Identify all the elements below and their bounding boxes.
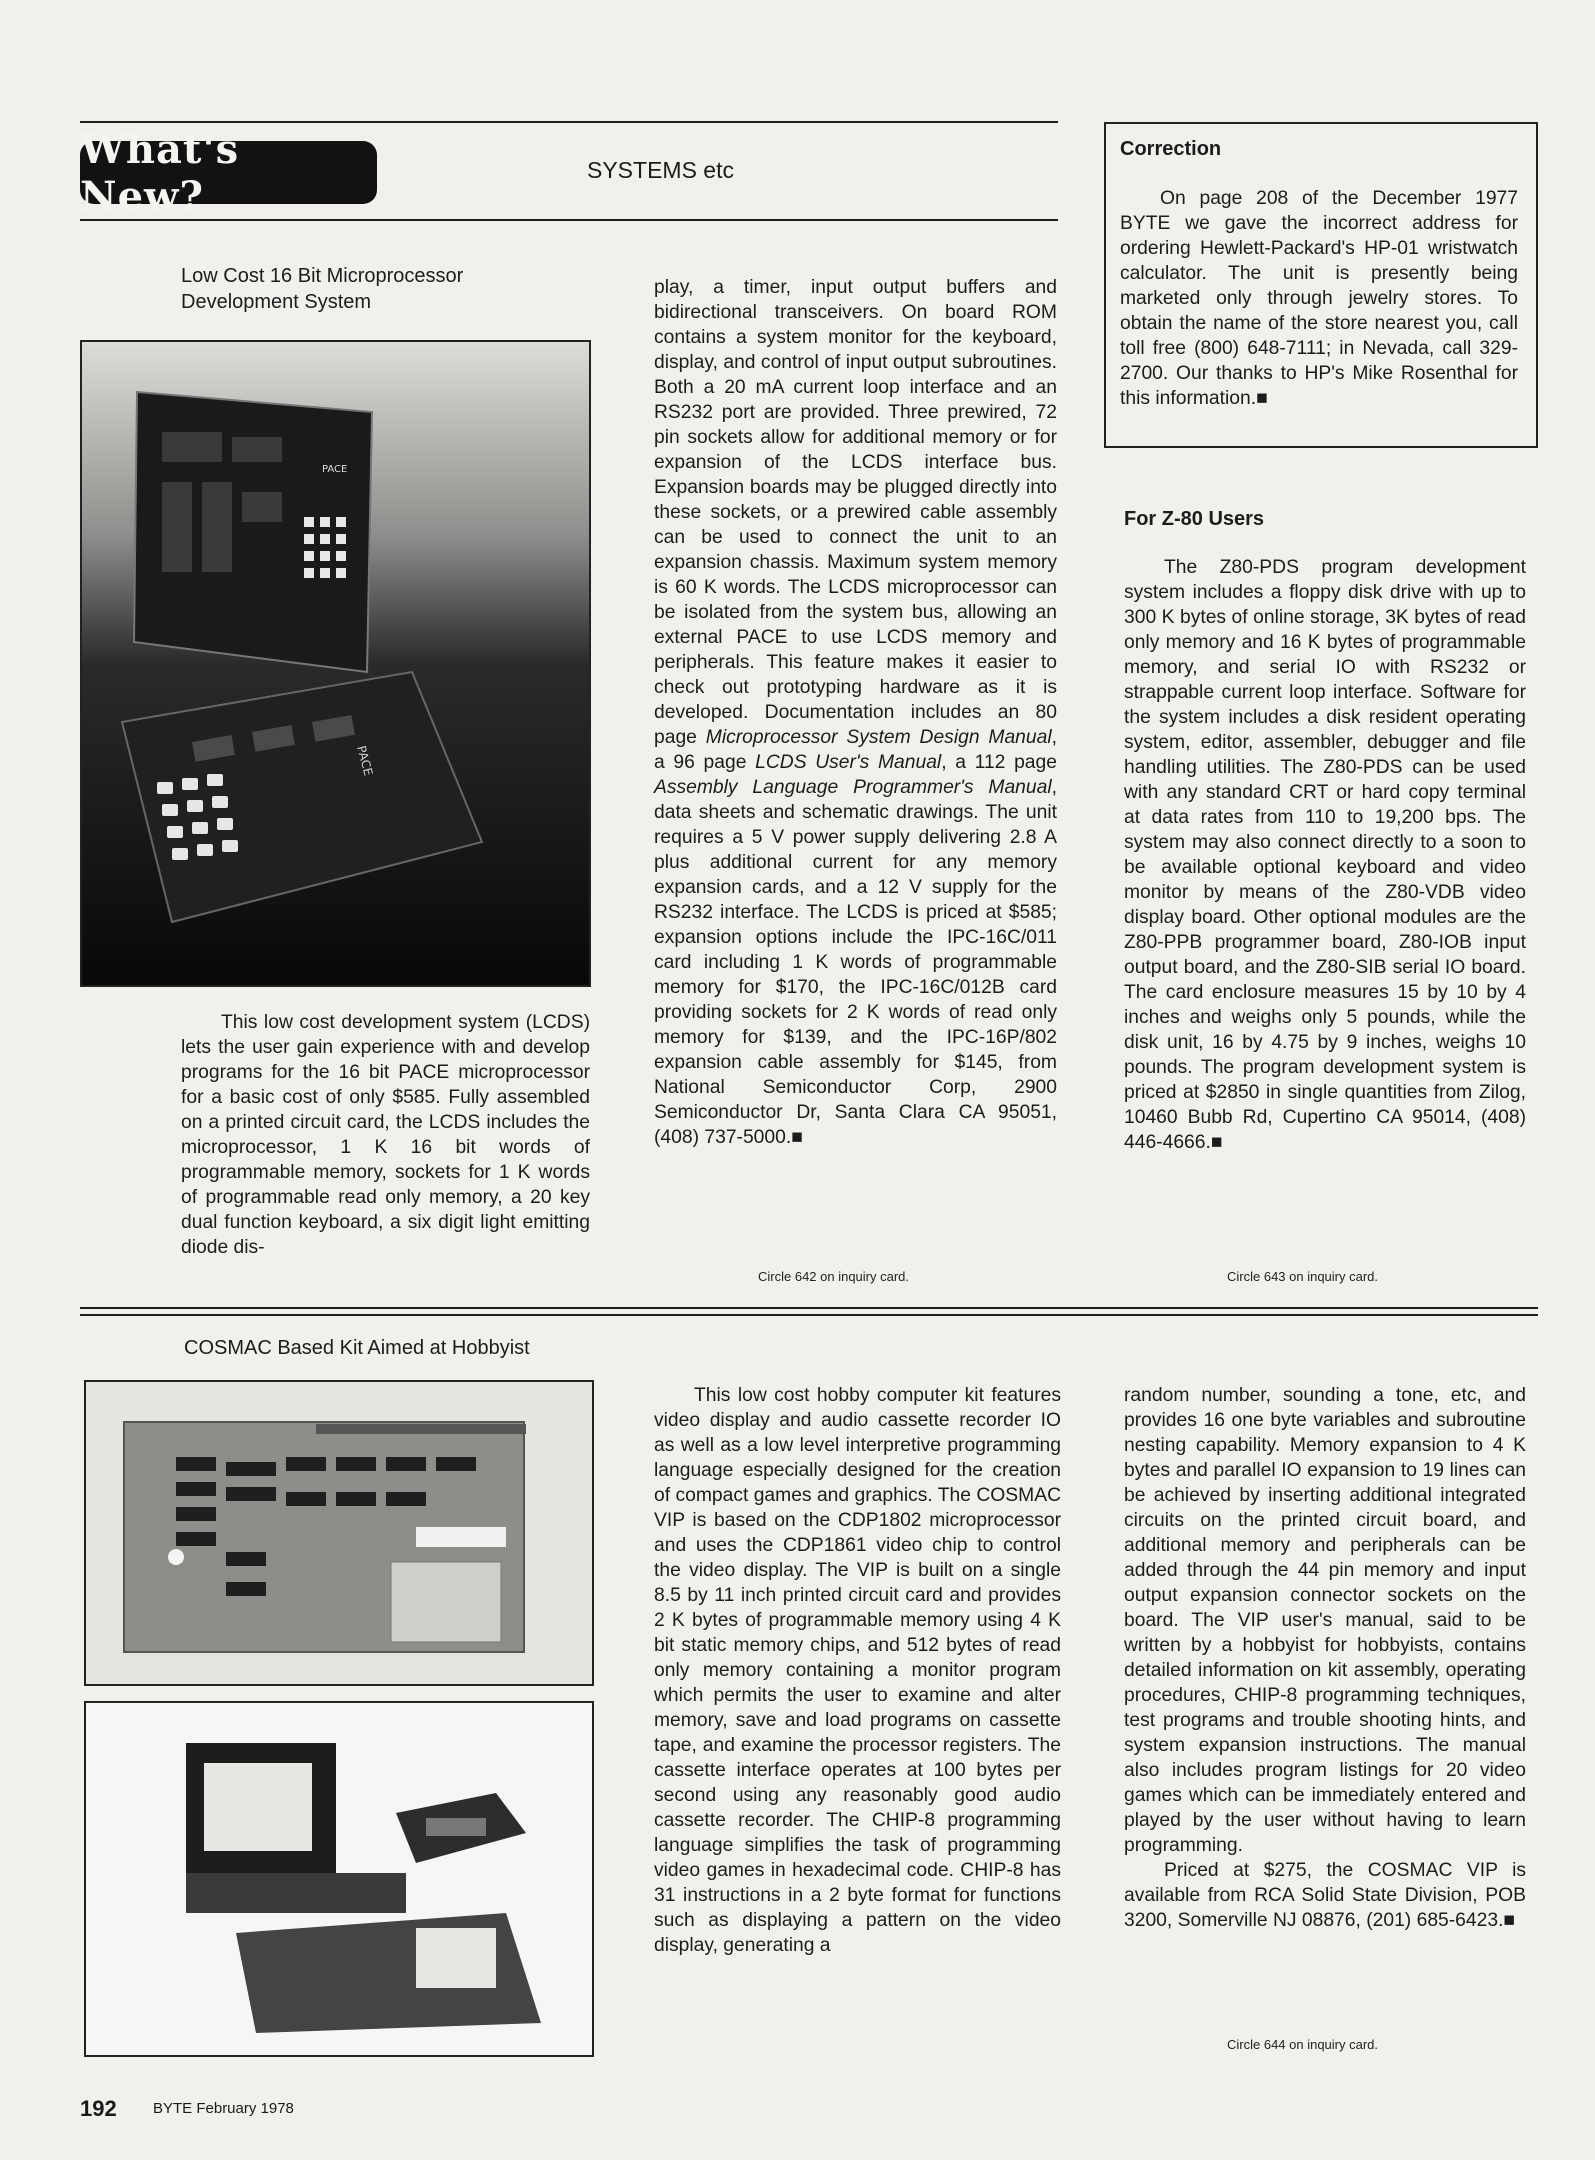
cosmac-system-photo — [84, 1701, 594, 2057]
correction-text-block — [1120, 186, 1518, 411]
issue-label: BYTE February 1978 — [153, 2100, 294, 2117]
header-top-rule — [80, 121, 1058, 123]
page-number: 192 — [80, 2096, 117, 2121]
logo-text: What's New? — [80, 125, 240, 220]
photo-pace-label-2: PACE — [354, 744, 376, 778]
z80-inquiry-note: Circle 643 on inquiry card. — [1227, 1269, 1379, 1284]
cosmac-column-3 — [1124, 1383, 1526, 1933]
mid-rule-top — [80, 1307, 1538, 1309]
lcds-col2-part-c: , a 112 page — [941, 752, 1057, 773]
cosmac-board-photo — [84, 1380, 594, 1686]
lcds-col2-part-d: , data sheets and schematic drawings. The unit requires a 5 V power supply delivering 2.8 A plus additional current for any memory expansion cards, and a 12 V supply for the RS232 interface. The LCDS is priced at $585; expansion options include the IPC-16C/011 card including 1 K words of programmable memory for $170, the IPC-16C/012B card providing sockets for 2 K words of read only memory for $139, and the IPC-16P/802 expansion cable assembly for $145, from National Semiconductor Corp, 2900 Semiconductor Dr, Santa Clara CA 95051, (408) 737-5000.■ — [654, 777, 1057, 1148]
cosmac-title: COSMAC Based Kit Aimed at Hobbyist — [184, 1337, 530, 1359]
z80-body: The Z80-PDS program development system includes a floppy disk drive with up to 300 K bytes of online storage, 3K bytes of read only memory and 16 K bytes of programmable memory, and serial IO with RS232 or strappable current loop interface. Software for the system includes a disk resident operating system, editor, assembler, debugger and file handling utilities. The Z80-PDS can be used with any standard CRT or hard copy terminal at data rates from 110 to 19,200 bps. The system may also connect directly to a soon to be available optional keyboard and video monitor by means of the Z80-VDB video display board. Other optional modules are the Z80-PPB programmer board, Z80-IOB input output board, and the Z80-SIB serial IO board. The card enclosure measures 15 by 10 by 4 inches and weighs only 5 pounds, while the disk unit, 16 by 4.75 by 9 inches, weighs 10 pounds. The program development system is priced at $2850 in single quantities from Zilog, 10460 Bubb Rd, Cupertino CA 95014, (408) 446-4666.■ — [1124, 557, 1526, 1153]
cosmac-inquiry-note: Circle 644 on inquiry card. — [1227, 2037, 1379, 2052]
lcds-column-1 — [181, 1010, 590, 1260]
cosmac-col3-text-b: Priced at $275, the COSMAC VIP is available from RCA Solid State Division, POB 3200, Somerville NJ 08876, (201) 685-6423.■ — [1124, 1860, 1526, 1931]
manual-title-3: Assembly Language Programmer's Manual — [654, 777, 1052, 798]
z80-title: For Z-80 Users — [1124, 508, 1265, 530]
lcds-inquiry-note: Circle 642 on inquiry card. — [758, 1269, 910, 1284]
manual-title-2: LCDS User's Manual — [755, 752, 942, 773]
mid-rule-bottom — [80, 1314, 1538, 1316]
lcds-col2-text — [654, 275, 1057, 1150]
z80-column — [1124, 555, 1526, 1155]
lcds-col1-text: This low cost development system (LCDS) lets the user gain experience with and develop programs for the 16 bit PACE microprocessor for a basic cost of only $585. Fully assembled on a printed circuit card, the LCDS includes the microprocessor, 1 K 16 bit words of programmable memory, sockets for 1 K words of programmable read only memory, a 20 key dual function keyboard, a six digit light emitting diode dis- — [181, 1012, 590, 1258]
lcds-column-2 — [654, 275, 1057, 1150]
cosmac-column-2 — [654, 1383, 1061, 1958]
correction-body: On page 208 of the December 1977 BYTE we gave the incorrect address for ordering Hewlett-Packard's HP-01 wristwatch calculator. The unit is presently being marketed only through jewelry stores. To obtain the name of the store nearest you, call toll free (800) 648-7111; in Nevada, call 329-2700. Our thanks to HP's Mike Rosenthal for this information.■ — [1120, 188, 1518, 409]
manual-title-1: Microprocessor System Design Manual — [705, 727, 1052, 748]
section-title: SYSTEMS etc — [587, 157, 734, 183]
lcds-col2-part-a: play, a timer, input output buffers and bidirectional transceivers. On board ROM contains a system monitor for the keyboard, display, and control of input output subroutines. Both a 20 mA current loop interface and an RS232 port are provided. Three prewired, 72 pin sockets allow for additional memory or for expansion of the LCDS interface bus. Expansion boards may be plugged directly into these sockets, or a prewired cable assembly can be used to connect the unit to an expansion chassis. Maximum system memory is 60 K words. The LCDS microprocessor can be isolated from the system bus, allowing an external PACE to use LCDS memory and peripherals. This feature makes it easier to check out prototyping hardware as it is developed. Documentation includes an 80 page — [654, 277, 1057, 748]
lcds-title: Low Cost 16 Bit Microprocessor Development System — [181, 265, 464, 313]
photo-pace-label: PACE — [322, 464, 348, 475]
lcds-col2-part-b: , a 96 page — [654, 727, 1057, 773]
correction-box — [1104, 122, 1538, 448]
cosmac-col2-text: This low cost hobby computer kit features video display and audio cassette recorder IO as well as a low level interpretive programming language especially designed for the creation of compact games and graphics. The COSMAC VIP is based on the CDP1802 microprocessor and uses the CDP1861 video chip to control the video display. The VIP is built on a single 8.5 by 11 inch printed circuit card and provides 2 K bytes of programmable memory using 4 K bit static memory chips, and 512 bytes of read only memory containing a monitor program which permits the user to examine and alter memory, save and load programs on cassette tape, and examine the processor registers. The cassette interface operates at 100 bytes per second using any reasonably good audio cassette recorder. The CHIP-8 programming language simplifies the task of programming video games in hexadecimal code. CHIP-8 has 31 instructions in a 2 byte format for functions such as displaying a pattern on the video display, generating a — [654, 1385, 1061, 1956]
correction-title: Correction — [1120, 138, 1222, 160]
cosmac-col3-text-a: random number, sounding a tone, etc, and provides 16 one byte variables and subroutine nesting capability. Memory expansion to 4 K bytes and parallel IO expansion to 19 lines can be achieved by inserting additional integrated circuits on the printed circuit board, and additional memory and peripherals can be added through the 44 pin memory and input output expansion connector sockets on the board. The VIP user's manual, said to be written by a hobbyist for hobbyists, contains detailed information on kit assembly, operating procedures, CHIP-8 programming techniques, test programs and trouble shooting hints, and system expansion instructions. The manual also includes program listings for 20 video games which can be immediately entered and played by the user without having to learn programming. — [1124, 1385, 1526, 1856]
lcds-photo — [80, 340, 591, 987]
whats-new-logo — [80, 125, 377, 220]
